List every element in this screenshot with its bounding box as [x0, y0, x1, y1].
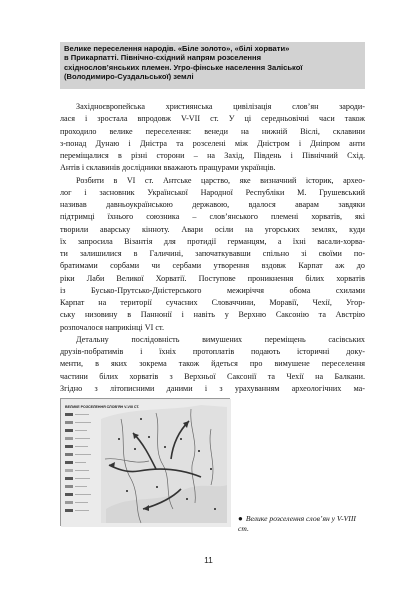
text-line: лог і засновник Української Народної Республіки М. Грушевський: [60, 187, 365, 197]
figure-caption: [238, 514, 366, 533]
map-title: ВЕЛИКЕ РОЗСЕЛЕННЯ СЛОВ'ЯН V-VIII СТ.: [65, 405, 140, 409]
text-line: ти залишилися в Галичині, започаткувавши спільно зі своїми по-: [60, 249, 365, 258]
text-line: братимами сорбами чи сербами утворення вздовж Карпат аж до: [60, 261, 365, 271]
text-line: називав давньоукраїнською державою, вдалося аварам завдяки: [60, 200, 365, 209]
text-line: проходило велике переселення: венеди на нижній Віслі, склавини: [60, 126, 365, 136]
text-line: Антів і склавинів дослідники вважають пращурами українців.: [60, 163, 276, 173]
text-line: ріки Лаби Великої Хорватії. Поступове проникнення білих хорватів: [60, 273, 365, 283]
map-illustration: [61, 399, 231, 527]
text-line: переміщалися в різні сторони – на Захід, Південь і Північний Схід.: [60, 151, 365, 160]
text-line: Карпат на території сучасних Словаччини, Моравії, Чехії, Угор-: [60, 298, 365, 307]
paragraph-1: [60, 101, 365, 175]
caption-text: Велике розселення слов’ян у V-VIII ст.: [238, 514, 356, 533]
text-line: Розбити в VI ст. Антське царство, яке визначний історик, архео-: [76, 175, 365, 185]
text-line: Західноєвропейська християнська цивілізація слов’ян зароди-: [76, 102, 365, 111]
heading-line: в Прикарпатті. Північно-східний напрям розселення: [64, 53, 262, 63]
heading-line: східнослов’янських племен. Угро-фінське населення Заліської: [64, 62, 303, 72]
text-line: розпочалося наприкінці VI ст.: [60, 322, 164, 332]
text-line: Згідно з літописними даними і з урахуванням археологічних ма-: [60, 383, 365, 393]
section-heading: [60, 42, 365, 89]
text-line: менти, в яких зокрема також йдеться про вимушене переселення: [60, 359, 365, 369]
settlement-map-figure: [60, 398, 230, 526]
text-line: лася і зростала впродовж V-VII ст. У ці середньовічні часи також: [60, 114, 365, 124]
page-number: 11: [204, 555, 213, 565]
text-line: ську низовину в Паннонії і навіть у Верхню Саксонію та Австрію: [60, 310, 365, 320]
text-line: друзів-побратимів і їхніх протоплатів подають історичні доку-: [60, 347, 365, 356]
text-line: з-понад Дунаю і Дністра та розселені між Дністром і Дніпром анти: [60, 138, 365, 148]
text-line: творили аварську кінноту. Авари осіли на угорських землях, куди: [60, 224, 365, 234]
heading-line: (Володимиро-Суздальської) землі: [64, 71, 194, 81]
paragraph-3: [60, 334, 365, 395]
text-line: Детальну послідовність вимушених переміщень сасівських: [76, 334, 365, 344]
heading-line: Велике переселення народів. «Біле золото», «білі хорвати»: [64, 44, 290, 53]
caption-bullet: ●: [238, 514, 243, 523]
body-text: [60, 101, 365, 395]
text-line: частини білих хорватів з Верхньої Саксонії та Чехії на Балкани.: [60, 371, 365, 381]
text-line: їх запросила Візантія для протидії германцям, а їхні васали-хорва-: [60, 236, 365, 246]
text-line: із Бусько-Прутсько-Дністерського межиріччя обома схилами: [60, 285, 365, 295]
text-line: підтримці їхнього союзника – слов’янського племені хорватів, які: [60, 212, 365, 222]
paragraph-2: [60, 175, 365, 334]
